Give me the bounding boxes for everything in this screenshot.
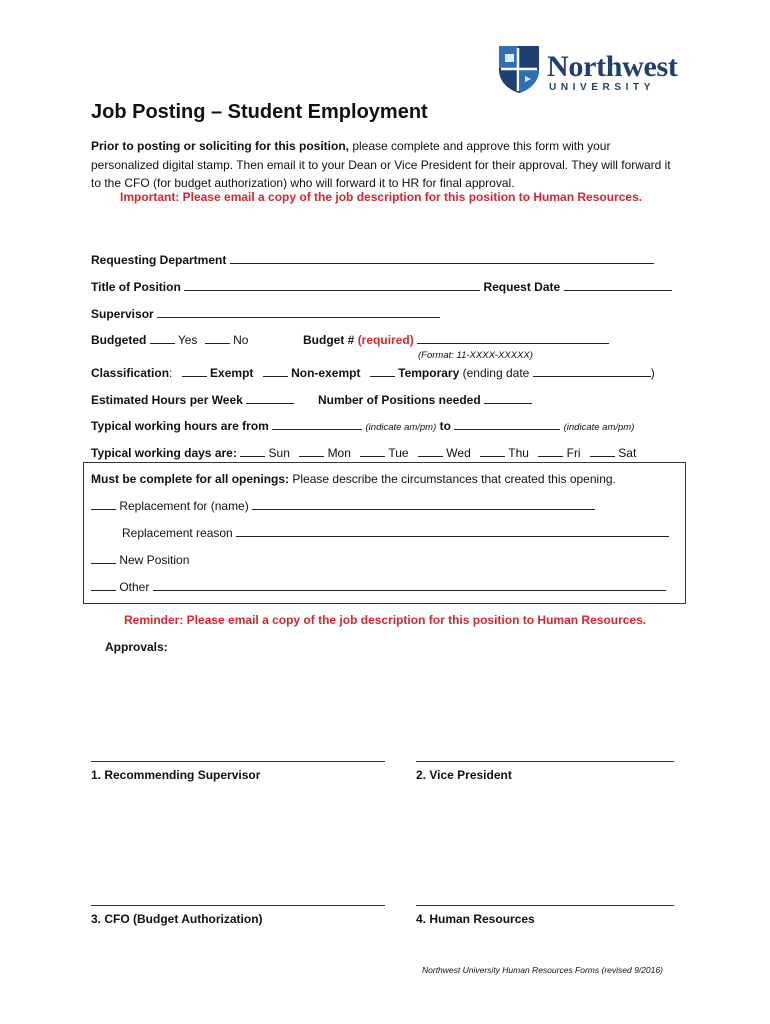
- day-label-wed: Wed: [446, 446, 471, 460]
- requesting-department-label: Requesting Department: [91, 253, 227, 267]
- day-label-sun: Sun: [268, 446, 290, 460]
- openings-heading-text: Please describe the circumstances that created this opening.: [289, 472, 616, 486]
- no-label: No: [233, 333, 249, 347]
- replacement-reason-row: [122, 525, 669, 540]
- title-of-position-field[interactable]: [184, 279, 480, 291]
- temporary-field[interactable]: [370, 365, 395, 377]
- day-field-sat[interactable]: [590, 445, 615, 457]
- new-position-label: New Position: [119, 553, 190, 567]
- logo-subtitle: UNIVERSITY: [549, 82, 656, 93]
- day-field-wed[interactable]: [418, 445, 443, 457]
- hours-to-field[interactable]: [454, 418, 560, 430]
- replacement-reason-label: Replacement reason: [122, 526, 233, 540]
- requesting-department-row: [91, 252, 654, 267]
- signature-label-human-resources: 4. Human Resources: [416, 912, 535, 926]
- working-hours-label: Typical working hours are from: [91, 419, 269, 433]
- exempt-field[interactable]: [182, 365, 207, 377]
- positions-row: [318, 392, 532, 407]
- day-field-tue[interactable]: [360, 445, 385, 457]
- ending-date-field[interactable]: [533, 365, 651, 377]
- day-label-thu: Thu: [508, 446, 529, 460]
- replacement-reason-field[interactable]: [236, 525, 669, 537]
- number-of-positions-label: Number of Positions needed: [318, 393, 481, 407]
- title-row: [91, 279, 672, 294]
- day-label-sat: Sat: [618, 446, 637, 460]
- non-exempt-label: Non-exempt: [291, 366, 361, 380]
- non-exempt-field[interactable]: [263, 365, 288, 377]
- replacement-name-field[interactable]: [252, 498, 595, 510]
- signature-line-vice-president[interactable]: [416, 761, 674, 762]
- signature-label-vice-president: 2. Vice President: [416, 768, 512, 782]
- day-label-mon: Mon: [327, 446, 351, 460]
- request-date-label: Request Date: [483, 280, 561, 294]
- intro-text: please complete and approve this form with your personalized digital stamp. Then email it to your Dean or Vice President for their approval. They will forward it to the CFO (for budget authorization) who will forward it to HR for final approval.: [91, 139, 671, 190]
- indicate-ampm-hint-2: (indicate am/pm): [563, 422, 635, 433]
- replacement-for-row: [91, 498, 595, 513]
- replacement-check-field[interactable]: [91, 498, 116, 510]
- working-days-label: Typical working days are:: [91, 446, 237, 460]
- indicate-ampm-hint-1: (indicate am/pm): [365, 422, 437, 433]
- day-field-sun[interactable]: [240, 445, 265, 457]
- day-field-fri[interactable]: [538, 445, 563, 457]
- reminder-notice: Reminder: Please email a copy of the job description for this position to Human Resources.: [124, 613, 647, 627]
- signature-label-supervisor: 1. Recommending Supervisor: [91, 768, 261, 782]
- openings-heading-bold: Must be complete for all openings:: [91, 472, 290, 486]
- footer-note: Northwest University Human Resources Forms (revised 9/2016): [422, 965, 663, 975]
- other-field[interactable]: [153, 579, 666, 591]
- supervisor-label: Supervisor: [91, 307, 154, 321]
- title-of-position-label: Title of Position: [91, 280, 181, 294]
- hours-from-field[interactable]: [272, 418, 362, 430]
- ending-date-label: (ending date: [462, 366, 530, 380]
- estimated-hours-field[interactable]: [246, 392, 294, 404]
- budget-format-hint: (Format: 11-XXXX-XXXXX): [418, 350, 533, 361]
- new-position-row: [91, 552, 189, 567]
- important-notice: Important: Please email a copy of the job description for this position to Human Resources.: [120, 190, 643, 204]
- budgeted-no-field[interactable]: [205, 332, 230, 344]
- signature-line-supervisor[interactable]: [91, 761, 385, 762]
- working-days-row: [91, 445, 636, 460]
- day-label-fri: Fri: [566, 446, 581, 460]
- page-title: Job Posting – Student Employment: [91, 101, 428, 123]
- yes-label: Yes: [177, 333, 198, 347]
- other-label: Other: [119, 580, 150, 594]
- approvals-heading: Approvals:: [105, 640, 168, 654]
- other-row: [91, 579, 666, 594]
- required-label: (required): [357, 333, 414, 347]
- replacement-for-label: Replacement for (name): [119, 499, 249, 513]
- intro-bold: Prior to posting or soliciting for this position,: [91, 139, 349, 153]
- other-check-field[interactable]: [91, 579, 116, 591]
- budget-number-label: Budget #: [303, 333, 355, 347]
- day-label-tue: Tue: [388, 446, 409, 460]
- estimated-hours-label: Estimated Hours per Week: [91, 393, 243, 407]
- openings-heading: [91, 472, 616, 486]
- signature-line-human-resources[interactable]: [416, 905, 674, 906]
- hours-row: [91, 392, 294, 407]
- new-position-check-field[interactable]: [91, 552, 116, 564]
- classification-row: Classification: Exempt Non-exempt Temporary (ending date ): [91, 366, 655, 380]
- budgeted-label: Budgeted: [91, 333, 147, 347]
- supervisor-row: [91, 306, 440, 321]
- supervisor-field[interactable]: [157, 306, 440, 318]
- exempt-label: Exempt: [210, 366, 254, 380]
- request-date-field[interactable]: [564, 279, 672, 291]
- number-of-positions-field[interactable]: [484, 392, 532, 404]
- signature-label-cfo: 3. CFO (Budget Authorization): [91, 912, 263, 926]
- budget-number-field[interactable]: [417, 332, 609, 344]
- temporary-label: Temporary: [398, 366, 460, 380]
- day-field-thu[interactable]: [480, 445, 505, 457]
- day-field-mon[interactable]: [299, 445, 324, 457]
- signature-line-cfo[interactable]: [91, 905, 385, 906]
- to-label: to: [439, 419, 451, 433]
- budget-number-row: [303, 332, 609, 347]
- classification-label: Classification: [91, 366, 170, 380]
- intro-paragraph: [91, 137, 681, 193]
- budgeted-yes-field[interactable]: [150, 332, 175, 344]
- requesting-department-field[interactable]: [230, 252, 654, 264]
- logo-name: Northwest: [547, 50, 678, 83]
- shield-icon: [497, 44, 541, 94]
- university-logo: [497, 44, 687, 94]
- budgeted-row: [91, 332, 248, 347]
- working-hours-row: [91, 418, 634, 433]
